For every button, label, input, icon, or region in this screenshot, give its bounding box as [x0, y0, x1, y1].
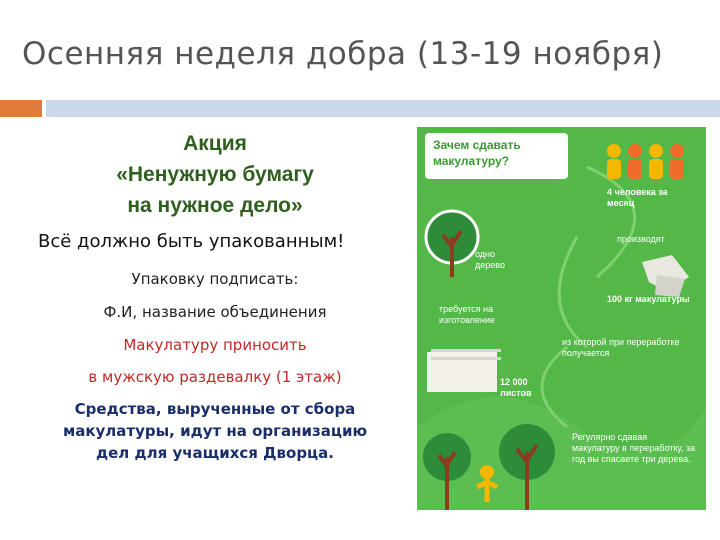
- slide-title: Осенняя неделя добра (13-19 ноября): [22, 36, 664, 72]
- regularly-text: Регулярно сдавая макулатуру в переработку, за год вы спасаете три дерева.: [572, 432, 696, 464]
- place-note: в мужскую раздевалку (1 этаж): [88, 368, 342, 386]
- funds-note: [20, 398, 410, 464]
- funds-line-2: макулатуры, идут на организацию: [62, 422, 368, 440]
- campaign-heading-3: на нужное дело»: [127, 194, 303, 217]
- funds-line-1: Средства, вырученные от сбора: [74, 400, 356, 418]
- produce-text: производят: [617, 234, 665, 244]
- paper-stack-icon: [427, 349, 501, 392]
- sheets-text: 12 000 листов: [500, 377, 532, 398]
- accent-bar-orange: [0, 100, 42, 117]
- campaign-heading-2: «Ненужную бумагу: [116, 163, 314, 186]
- packed-note: Всё должно быть упакованным!: [38, 231, 345, 252]
- required-text: требуется на изготовление: [439, 304, 495, 325]
- infographic-title: Зачем сдавать макулатуру?: [433, 138, 521, 168]
- from-which-text: из которой при переработке получается: [562, 337, 680, 358]
- accent-bar-blue: [46, 100, 720, 117]
- name-note: Ф.И, название объединения: [103, 303, 327, 321]
- infographic-title-box: [425, 133, 568, 179]
- bring-note: Макулатуру приносить: [123, 336, 307, 354]
- recycling-infographic: [417, 127, 706, 510]
- sign-note: Упаковку подписать:: [131, 270, 299, 288]
- funds-line-3: дел для учащихся Дворца.: [96, 444, 334, 462]
- campaign-text-block: [20, 128, 410, 464]
- kg-text: 100 кг макулатуры: [607, 294, 690, 304]
- campaign-heading-1: Акция: [183, 132, 247, 155]
- people-text: 4 человека за месяц: [607, 187, 668, 208]
- tree-text: одно дерево: [475, 249, 505, 270]
